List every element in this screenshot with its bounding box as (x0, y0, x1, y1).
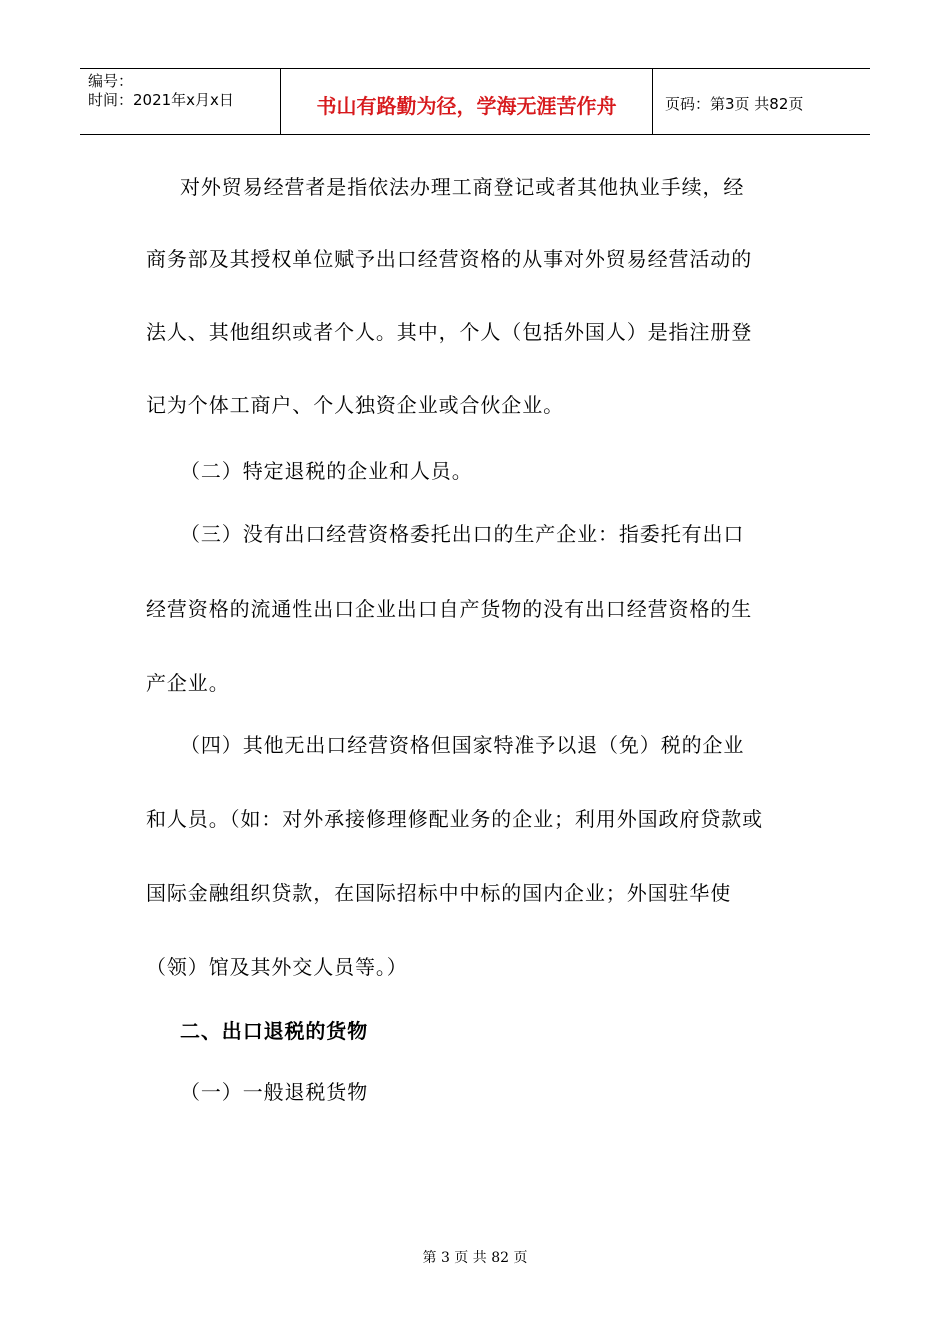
body-line: 经营资格的流通性出口企业出口自产货物的没有出口经营资格的生 (146, 597, 753, 621)
body-line: 商务部及其授权单位赋予出口经营资格的从事对外贸易经营活动的 (146, 247, 753, 271)
body-line: （领）馆及其外交人员等。） (146, 955, 408, 979)
body-line: 法人、其他组织或者个人。其中，个人（包括外国人）是指注册登 (146, 320, 753, 344)
document-number-label: 编号： (88, 72, 134, 90)
header-motto: 书山有路勤为径，学海无涯苦作舟 (316, 94, 617, 118)
subsection-heading: （一）一般退税货物 (180, 1080, 369, 1104)
header-page-info: 页码：第3页 共82页 (665, 95, 804, 113)
body-line: 对外贸易经营者是指依法办理工商登记或者其他执业手续，经 (180, 175, 745, 199)
body-line: 产企业。 (146, 671, 230, 695)
body-line: 记为个体工商户、个人独资企业或合伙企业。 (146, 393, 564, 417)
section-heading-3: （三）没有出口经营资格委托出口的生产企业：指委托有出口 (180, 522, 745, 546)
page-footer: 第 3 页 共 82 页 (422, 1250, 528, 1266)
header-page-cell (653, 69, 870, 134)
chapter-heading: 二、出口退税的货物 (180, 1019, 369, 1043)
header-meta-cell (80, 69, 281, 134)
document-header (80, 68, 870, 135)
section-heading-4: （四）其他无出口经营资格但国家特准予以退（免）税的企业 (180, 733, 745, 757)
header-motto-cell (281, 69, 653, 134)
document-time-label: 时间：2021年x月x日 (88, 91, 234, 109)
body-line: 和人员。（如：对外承接修理修配业务的企业；利用外国政府贷款或 (146, 807, 763, 831)
section-heading-2: （二）特定退税的企业和人员。 (180, 459, 473, 483)
body-line: 国际金融组织贷款，在国际招标中中标的国内企业；外国驻华使 (146, 881, 732, 905)
